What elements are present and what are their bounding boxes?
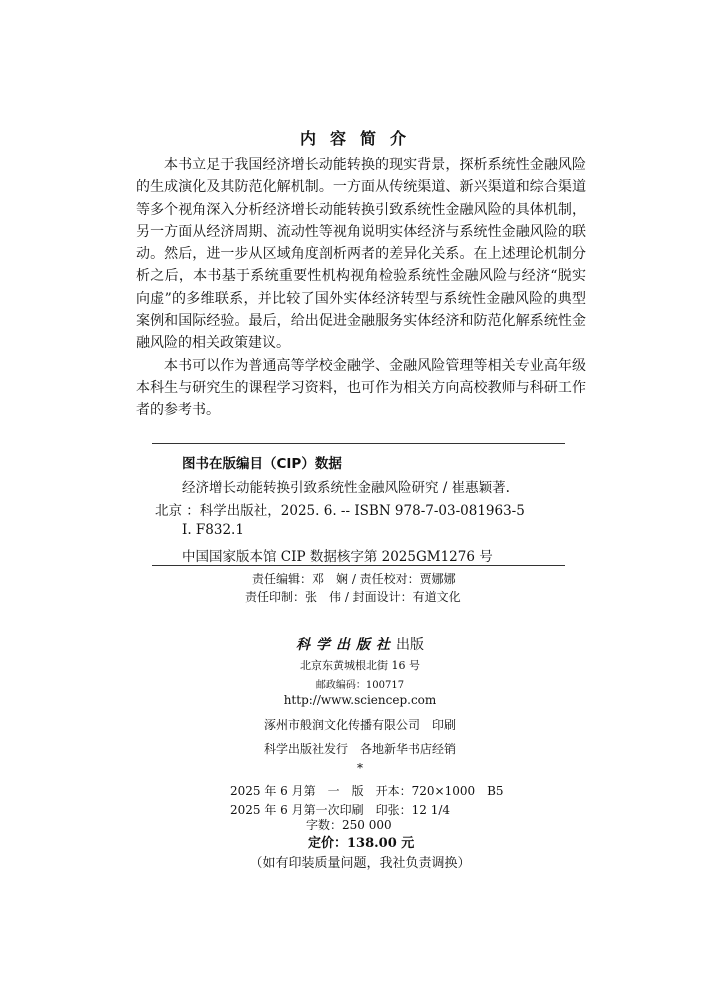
publisher-postcode: 邮政编码：100717 bbox=[315, 680, 405, 691]
publisher-logo-name: 科学出版社 bbox=[296, 637, 396, 653]
quality-note: （如有印装质量问题，我社负责调换） bbox=[249, 856, 471, 871]
cip-top-rule bbox=[152, 443, 565, 444]
cip-record-number: 中国国家版本馆 CIP 数据核字第 2025GM1276 号 bbox=[182, 549, 493, 565]
publisher-address: 北京东黄城根北街 16 号 bbox=[300, 659, 420, 672]
staff-editors: 责任编辑：邓 娴 / 责任校对：贾娜娜 bbox=[252, 572, 456, 586]
cip-title-line: 经济增长动能转换引致系统性金融风险研究 / 崔惠颖著. bbox=[182, 480, 510, 496]
cip-heading: 图书在版编目（CIP）数据 bbox=[182, 456, 342, 472]
printing-line: 2025 年 6 月第一次印刷 印张：12 1/4 bbox=[230, 803, 451, 817]
publisher-line bbox=[0, 634, 720, 654]
edition-line: 2025 年 6 月第 一 版 开本：720×1000 B5 bbox=[230, 784, 504, 798]
printer-line: 涿州市般润文化传播有限公司 印刷 bbox=[263, 718, 456, 732]
summary-paragraph-2: 本书可以作为普通高等学校金融学、金融风险管理等相关专业高年级本科生与研究生的课程学习资料，也可作为相关方向高校教师与科研工作者的参考书。 bbox=[136, 357, 586, 419]
publisher-suffix: 出版 bbox=[396, 637, 424, 653]
price: 定价：138.00 元 bbox=[308, 836, 415, 851]
staff-production: 责任印制：张 伟 / 封面设计：有道文化 bbox=[245, 590, 461, 604]
summary-title: 内容简介 bbox=[299, 129, 420, 148]
separator-star: * bbox=[357, 761, 363, 775]
summary-body bbox=[136, 154, 586, 422]
cip-classification-line: Ⅰ. F832.1 bbox=[182, 522, 244, 538]
cip-publisher-line: 北京 ：科学出版社，2025. 6. -- ISBN 978-7-03-081963-5 bbox=[155, 503, 525, 519]
word-count: 字数：250 000 bbox=[306, 818, 392, 832]
distribution-line: 科学出版社发行 各地新华书店经销 bbox=[263, 742, 456, 756]
publisher-url: http://www.sciencep.com bbox=[283, 693, 437, 707]
cip-bottom-rule bbox=[152, 565, 565, 566]
summary-paragraph-1: 本书立足于我国经济增长动能转换的现实背景，探析系统性金融风险的生成演化及其防范化解机制。一方面从传统渠道、新兴渠道和综合渠道等多个视角深入分析经济增长动能转换引致系统性金融风险的具体机制，另一方面从经济周期、流动性等视角说明实体经济与系统性金融风险的联动。然后，进一步从区域角度剖析两者的差异化关系。在上述理论机制分析之后，本书基于系统重要性机构视角检验系统性金融风险与经济“脱实向虚”的多维联系，并比较了国外实体经济转型与系统性金融风险的典型案例和国际经验。最后，给出促进金融服务实体经济和防范化解系统性金融风险的相关政策建议。 bbox=[136, 157, 586, 352]
